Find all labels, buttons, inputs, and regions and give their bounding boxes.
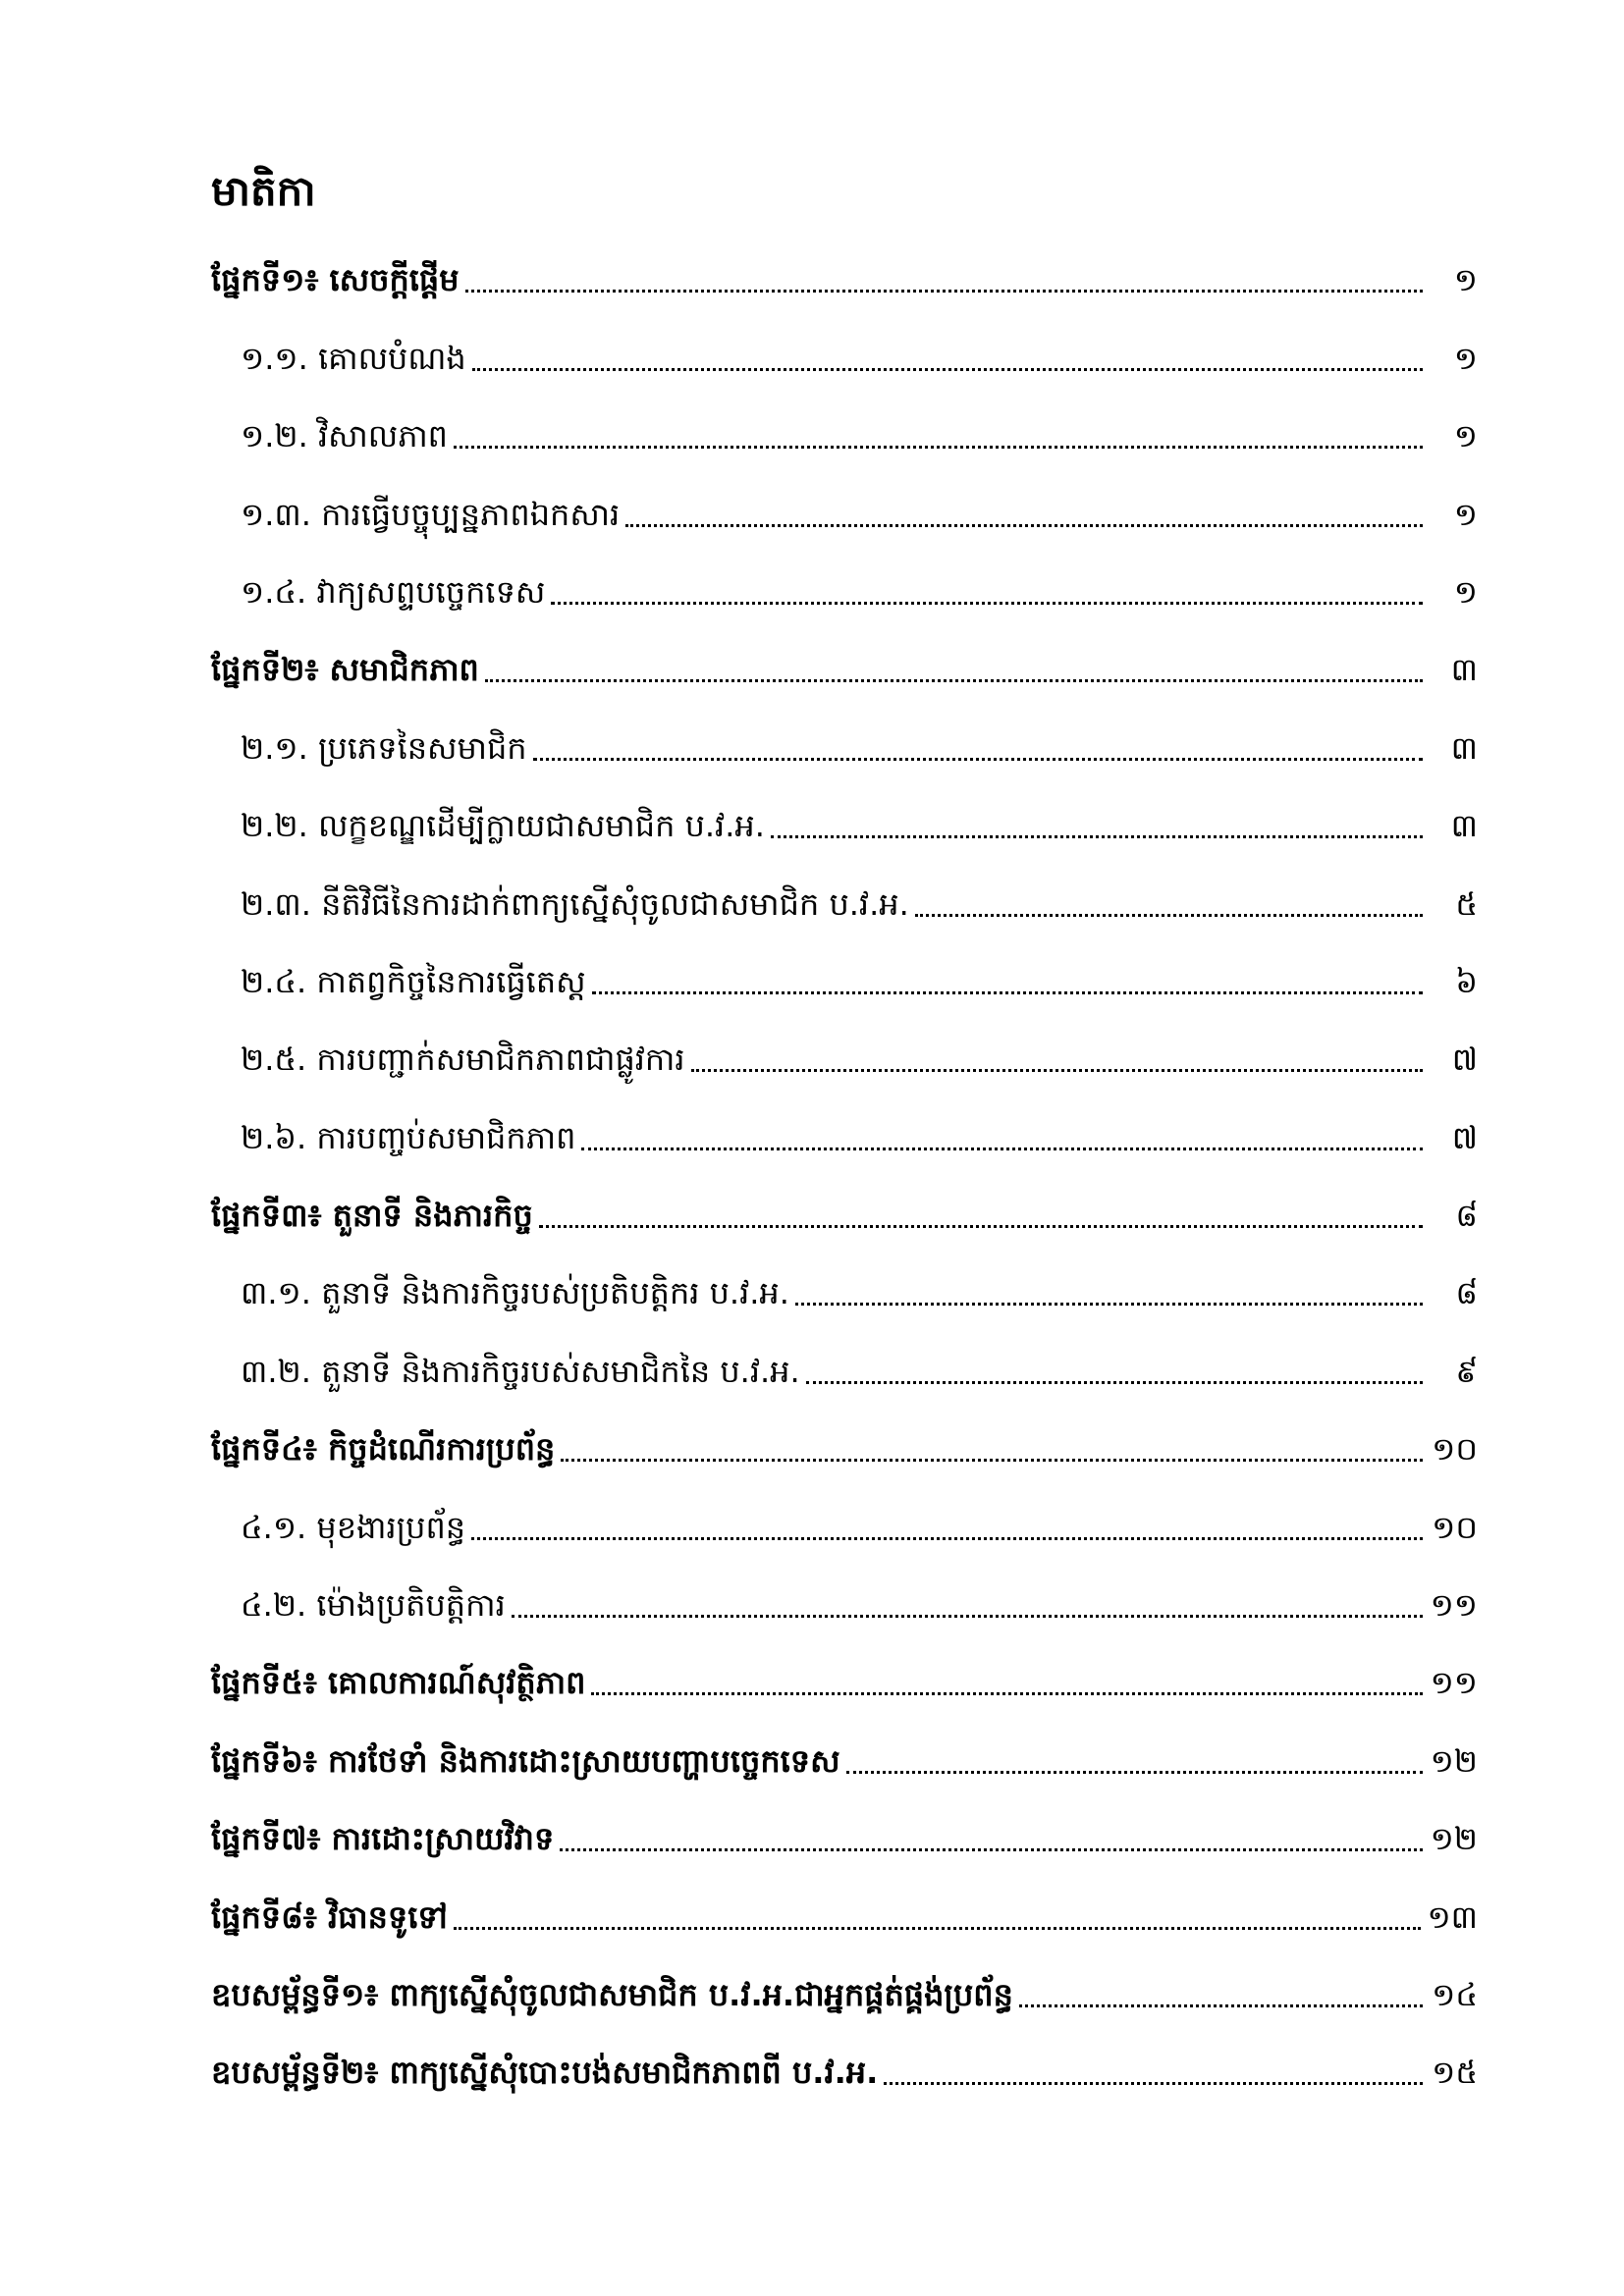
toc-subsection-entry[interactable] — [211, 313, 1478, 391]
toc-entry-page-number: ១២ — [1430, 1741, 1478, 1780]
toc-subsection-entry[interactable] — [211, 1326, 1478, 1404]
toc-title: មាតិកា — [211, 167, 316, 215]
toc-subsection-entry[interactable] — [211, 548, 1478, 625]
toc-entry-label: ២.១. ប្រភេទនៃសមាជិក — [241, 728, 527, 767]
toc-entry-page-number: ១ — [1453, 417, 1478, 455]
dot-leader — [846, 1771, 1423, 1774]
toc-entry-label: ផ្នែកទី៤៖ កិច្ចដំណើរការប្រព័ន្ធ — [211, 1430, 556, 1468]
toc-entry-label: ឧបសម្ព័ន្ធទី១៖ ពាក្យស្នើសុំចូលជាសមាជិក ប.វ.អ.ជាអ្នកផ្គត់ផ្គង់ប្រព័ន្ធ — [211, 1975, 1013, 2013]
dot-leader — [884, 2082, 1423, 2085]
toc-section-entry[interactable] — [211, 1405, 1478, 1482]
toc-entry-page-number: ៧ — [1451, 1118, 1478, 1156]
dot-leader — [512, 1615, 1423, 1618]
toc-subsection-entry[interactable] — [211, 1561, 1478, 1638]
dot-leader — [471, 1537, 1423, 1540]
dot-leader — [806, 1381, 1423, 1384]
toc-entry-label: ២.៥. ការបញ្ជាក់សមាជិកភាពជាផ្លូវការ — [241, 1041, 685, 1079]
dot-leader — [472, 368, 1423, 371]
toc-entry-label: ២.៦. ការបញ្ចប់សមាជិកភាព — [241, 1118, 576, 1156]
toc-entry-page-number: ៩ — [1455, 1352, 1478, 1390]
toc-entry-label: ៣.១. តួនាទី និងការកិច្ចរបស់ប្រតិបត្តិករ ប.វ.អ. — [241, 1274, 789, 1312]
toc-entry-page-number: ៧ — [1451, 1041, 1478, 1079]
toc-entry-label: ៣.២. តួនាទី និងការកិច្ចរបស់សមាជិកនៃ ប.វ.អ. — [241, 1352, 800, 1390]
toc-subsection-entry[interactable] — [211, 392, 1478, 469]
toc-subsection-entry[interactable] — [211, 859, 1478, 936]
dot-leader — [551, 602, 1423, 605]
dot-leader — [454, 1927, 1422, 1930]
toc-subsection-entry[interactable] — [211, 1093, 1478, 1170]
toc-entry-page-number: ១ — [1453, 495, 1478, 533]
dot-leader — [1019, 2004, 1423, 2007]
toc-entry-page-number: ១៤ — [1432, 1975, 1478, 2013]
toc-subsection-entry[interactable] — [211, 1482, 1478, 1560]
dot-leader — [533, 758, 1423, 761]
toc-section-entry[interactable] — [211, 1716, 1478, 1793]
toc-entry-page-number: ៣ — [1450, 807, 1478, 845]
dot-leader — [795, 1303, 1423, 1306]
toc-entry-label: ផ្នែកទី១៖ សេចក្ដីផ្ដើម — [211, 261, 460, 299]
toc-entry-page-number: ១ — [1453, 339, 1478, 377]
toc-entry-page-number: ១៣ — [1427, 1897, 1478, 1936]
toc-subsection-entry[interactable] — [211, 1015, 1478, 1093]
dot-leader — [691, 1069, 1423, 1072]
toc-entry-label: ២.៣. នីតិវិធីនៃការដាក់ពាក្យស្នើសុំចូលជាសមាជិក ប.វ.អ. — [241, 884, 909, 923]
toc-entry-page-number: ១១ — [1430, 1586, 1478, 1625]
dot-leader — [915, 914, 1423, 917]
toc-entry-page-number: ១០ — [1432, 1430, 1478, 1468]
toc-entry-page-number: ៣ — [1450, 651, 1478, 689]
dot-leader — [485, 679, 1423, 682]
dot-leader — [465, 290, 1423, 293]
toc-subsection-entry[interactable] — [211, 937, 1478, 1015]
toc-section-entry[interactable] — [211, 1638, 1478, 1716]
toc-entry-page-number: ១ — [1453, 261, 1478, 299]
toc-section-entry[interactable] — [211, 1171, 1478, 1249]
toc-entry-page-number: ៦ — [1455, 962, 1478, 1000]
toc-entry-label: ផ្នែកទី៣៖ តួនាទី និងភារកិច្ច — [211, 1197, 533, 1235]
toc-entry-page-number: ១៥ — [1432, 2054, 1478, 2092]
toc-entry-label: ១.២. វិសាលភាព — [241, 417, 448, 455]
toc-entry-page-number: ៨ — [1455, 1197, 1478, 1235]
toc-entry-label: ផ្នែកទី៥៖ គោលការណ៍សុវត្ថិភាព — [211, 1664, 586, 1702]
toc-entry-page-number: ៣ — [1450, 728, 1478, 767]
toc-section-entry[interactable] — [211, 1794, 1478, 1872]
dot-leader — [581, 1148, 1423, 1150]
toc-entry-page-number: ៥ — [1455, 884, 1478, 923]
toc-entry-label: ឧបសម្ព័ន្ធទី២៖ ពាក្យស្នើសុំបោះបង់សមាជិកភាពពី ប.វ.អ. — [211, 2054, 879, 2092]
dot-leader — [625, 524, 1423, 527]
toc-entry-page-number: ១០ — [1432, 1508, 1478, 1546]
toc-entry-label: ១.៤. វាក្យសព្ទបច្ចេកទេស — [241, 572, 546, 611]
toc-section-entry[interactable] — [211, 1950, 1478, 2028]
dot-leader — [561, 1459, 1423, 1462]
toc-entry-label: ២.៤. កាតព្វកិច្ចនៃការធ្វើតេស្ត — [241, 962, 586, 1000]
dot-leader — [454, 446, 1423, 449]
toc-section-entry[interactable] — [211, 1872, 1478, 1949]
toc-section-entry[interactable] — [211, 625, 1478, 703]
toc-subsection-entry[interactable] — [211, 781, 1478, 859]
toc-section-entry[interactable] — [211, 236, 1478, 313]
toc-subsection-entry[interactable] — [211, 1249, 1478, 1326]
toc-entry-label: ផ្នែកទី២៖ សមាជិកភាព — [211, 651, 479, 689]
dot-leader — [591, 1692, 1423, 1695]
toc-entry-page-number: ១២ — [1430, 1820, 1478, 1858]
toc-entry-label: ១.១. គោលបំណង — [241, 339, 466, 377]
toc-entry-label: ២.២. លក្ខខណ្ឌដើម្បីក្លាយជាសមាជិក ប.វ.អ. — [241, 807, 765, 845]
toc-entry-page-number: ១ — [1453, 572, 1478, 611]
toc-entry-label: ផ្នែកទី៦៖ ការថែទាំ និងការដោះស្រាយបញ្ហាបច្ចេកទេស — [211, 1741, 840, 1780]
toc-entry-label: ៤.១. មុខងារប្រព័ន្ធ — [241, 1508, 466, 1546]
toc-entry-page-number: ១១ — [1430, 1664, 1478, 1702]
dot-leader — [592, 991, 1423, 994]
toc-entry-label: ៤.២. ម៉ោងប្រតិបត្តិការ — [241, 1586, 506, 1625]
toc-entry-label: ១.៣. ការធ្វើបច្ចុប្បន្នភាពឯកសារ — [241, 495, 621, 533]
table-of-contents — [211, 236, 1478, 2106]
toc-subsection-entry[interactable] — [211, 703, 1478, 780]
toc-section-entry[interactable] — [211, 2028, 1478, 2106]
toc-entry-page-number: ៨ — [1455, 1274, 1478, 1312]
toc-subsection-entry[interactable] — [211, 469, 1478, 547]
dot-leader — [771, 835, 1423, 838]
toc-entry-label: ផ្នែកទី៨៖ វិធានទូទៅ — [211, 1897, 448, 1936]
dot-leader — [539, 1225, 1423, 1228]
toc-entry-label: ផ្នែកទី៧៖ ការដោះស្រាយវិវាទ — [211, 1820, 555, 1858]
dot-leader — [560, 1848, 1423, 1851]
